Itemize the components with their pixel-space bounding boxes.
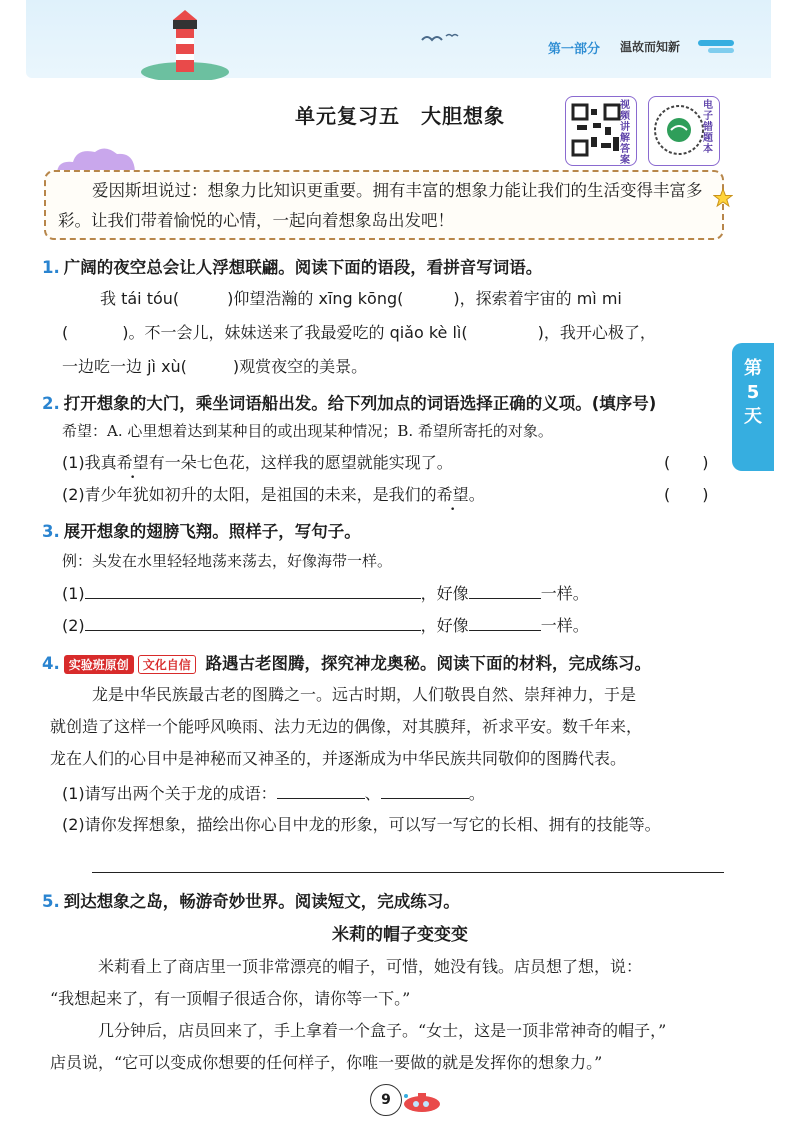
q4-paragraph-1: 龙是中华民族最古老的图腾之一。远古时期，人们敬畏自然、崇拜神力，于是 — [92, 685, 637, 704]
story-title: 米莉的帽子变变变 — [332, 925, 468, 945]
q4-paragraph-2: 就创造了这样一个能呼风唤雨、法力无边的偶像，对其膜拜，祈求平安。数千年来， — [50, 717, 643, 736]
header-part: 第一部分 — [548, 42, 601, 57]
day-tab — [732, 343, 774, 471]
culture-badge: 文化自信 — [138, 655, 196, 674]
answer-blank[interactable] — [381, 782, 469, 799]
q2-sentence-1 — [62, 452, 453, 474]
answer-blank[interactable] — [277, 782, 365, 799]
q3-text: 一样。 — [540, 616, 589, 635]
story-paragraph-2a: 几分钟后，店员回来了，手上拿着一个盒子。“女士，这是一顶非常神奇的帽子，” — [98, 1021, 667, 1040]
page-title: 单元复习五 大胆想象 — [295, 104, 505, 128]
lighthouse-illustration — [140, 10, 230, 80]
qr-code-icon — [653, 103, 705, 157]
q1-text: )观赏夜空的美景。 — [232, 357, 368, 376]
q3-text: (1) — [62, 584, 85, 603]
q4-text: 、 — [364, 784, 381, 803]
answer-blank[interactable] — [469, 614, 541, 631]
page-number: 9 — [370, 1084, 402, 1116]
answer-blank[interactable] — [403, 288, 453, 304]
answer-blank[interactable] — [469, 582, 541, 599]
question-text: 到达想象之岛，畅游奇妙世界。阅读短文，完成练习。 — [63, 892, 460, 911]
q4-paragraph-3: 龙在人们的心目中是神秘而又神圣的，并逐渐成为中华民族共同敬仰的图腾代表。 — [50, 749, 627, 768]
q4-subquestion-2: (2)请你发挥想象，描绘出你心目中龙的形象，可以写一写它的长相、拥有的技能等。 — [62, 815, 661, 834]
star-icon — [713, 188, 733, 208]
q1-text: 我 tái tóu( — [100, 289, 180, 308]
answer-blank[interactable] — [468, 322, 538, 338]
header-section: 温故而知新 — [620, 40, 681, 54]
day-tab-label: 第5天 — [744, 358, 762, 427]
question-number: 1. — [42, 258, 60, 277]
q2-text: 有一朵七色花，这样我的愿望就能实现了。 — [148, 453, 453, 472]
qr-code-mistakes[interactable] — [648, 96, 720, 166]
original-badge: 实验班原创 — [64, 655, 134, 674]
q2-text: (2)青少年犹如初升的太阳，是祖国的未来，是我们的 — [62, 485, 437, 504]
question-2 — [42, 390, 656, 414]
qr-code-video[interactable] — [565, 96, 637, 166]
q1-text: 一边吃一边 jì xù( — [62, 357, 187, 376]
dotted-word: 希望 — [436, 485, 469, 504]
q1-text: ( — [62, 323, 69, 342]
answer-blank[interactable] — [85, 614, 421, 631]
q3-text: ，好像 — [420, 616, 469, 635]
q2-text: (1)我真 — [62, 453, 117, 472]
seagull-icon — [420, 32, 460, 48]
submarine-icon — [398, 1090, 442, 1114]
q3-text: ，好像 — [420, 584, 469, 603]
q1-text: )，探索着宇宙的 mì mi — [453, 289, 622, 308]
q1-text: )。不一会儿，妹妹送来了我最爱吃的 qiǎo kè lì( — [122, 323, 468, 342]
q3-example: 例：头发在水里轻轻地荡来荡去，好像海带一样。 — [62, 552, 393, 570]
question-4 — [42, 650, 651, 674]
story-paragraph-2b: 店员说，“它可以变成你想要的任何样子，你唯一要做的就是发挥你的想象力。” — [50, 1053, 603, 1072]
q2-definition: 希望：A. 心里想着达到某种目的或出现某种情况；B. 希望所寄托的对象。 — [62, 422, 553, 440]
q2-answer-paren-2[interactable]: ( ) — [664, 485, 709, 504]
q4-answer-line[interactable] — [92, 872, 724, 873]
answer-blank[interactable] — [85, 582, 421, 599]
qr-label-video: 视频讲解答案 — [620, 100, 630, 166]
q2-text: 。 — [468, 485, 485, 504]
q4-text: (1)请写出两个关于龙的成语： — [62, 784, 277, 803]
q2-sentence-2 — [62, 484, 485, 506]
question-text: 路遇古老图腾，探究神龙奥秘。阅读下面的材料，完成练习。 — [205, 654, 652, 673]
question-text: 广阔的夜空总会让人浮想联翩。阅读下面的语段，看拼音写词语。 — [63, 258, 543, 277]
question-number: 3. — [42, 522, 60, 541]
q1-text: )，我开心极了， — [537, 323, 656, 342]
question-number: 4. — [42, 654, 60, 673]
question-text: 打开想象的大门，乘坐词语船出发。给下列加点的词语选择正确的义项。(填序号) — [63, 394, 657, 413]
q1-line-2 — [62, 322, 656, 344]
q3-text: (2) — [62, 616, 85, 635]
dotted-word: 希望 — [116, 453, 149, 472]
q3-row-2 — [62, 614, 589, 637]
ribbon-icon — [690, 34, 740, 56]
q4-subquestion-1 — [62, 782, 485, 805]
story-paragraph-1b: “我想起来了，有一顶帽子很适合你，请你等一下。” — [50, 989, 411, 1008]
answer-blank[interactable] — [187, 356, 233, 372]
q1-line-1 — [100, 288, 622, 310]
q3-row-1 — [62, 582, 589, 605]
story-paragraph-1a: 米莉看上了商店里一顶非常漂亮的帽子，可惜，她没有钱。店员想了想，说： — [98, 957, 643, 976]
question-text: 展开想象的翅膀飞翔。照样子，写句子。 — [63, 522, 361, 541]
q1-line-3 — [62, 356, 367, 378]
question-number: 2. — [42, 394, 60, 413]
question-5 — [42, 888, 460, 912]
qr-code-icon — [571, 103, 621, 157]
question-number: 5. — [42, 892, 60, 911]
answer-blank[interactable] — [68, 322, 122, 338]
question-3 — [42, 518, 361, 542]
q1-text: )仰望浩瀚的 xīng kōng( — [227, 289, 404, 308]
intro-text: 爱因斯坦说过：想象力比知识更重要。拥有丰富的想象力能让我们的生活变得丰富多彩。让我们带着愉悦的心情，一起向着想象岛出发吧！ — [58, 181, 703, 230]
answer-blank[interactable] — [179, 288, 227, 304]
q3-text: 一样。 — [540, 584, 589, 603]
question-1 — [42, 254, 542, 278]
qr-label-mistakes: 电子错题本 — [703, 100, 713, 155]
q4-text: 。 — [468, 784, 485, 803]
q2-answer-paren-1[interactable]: ( ) — [664, 453, 709, 472]
